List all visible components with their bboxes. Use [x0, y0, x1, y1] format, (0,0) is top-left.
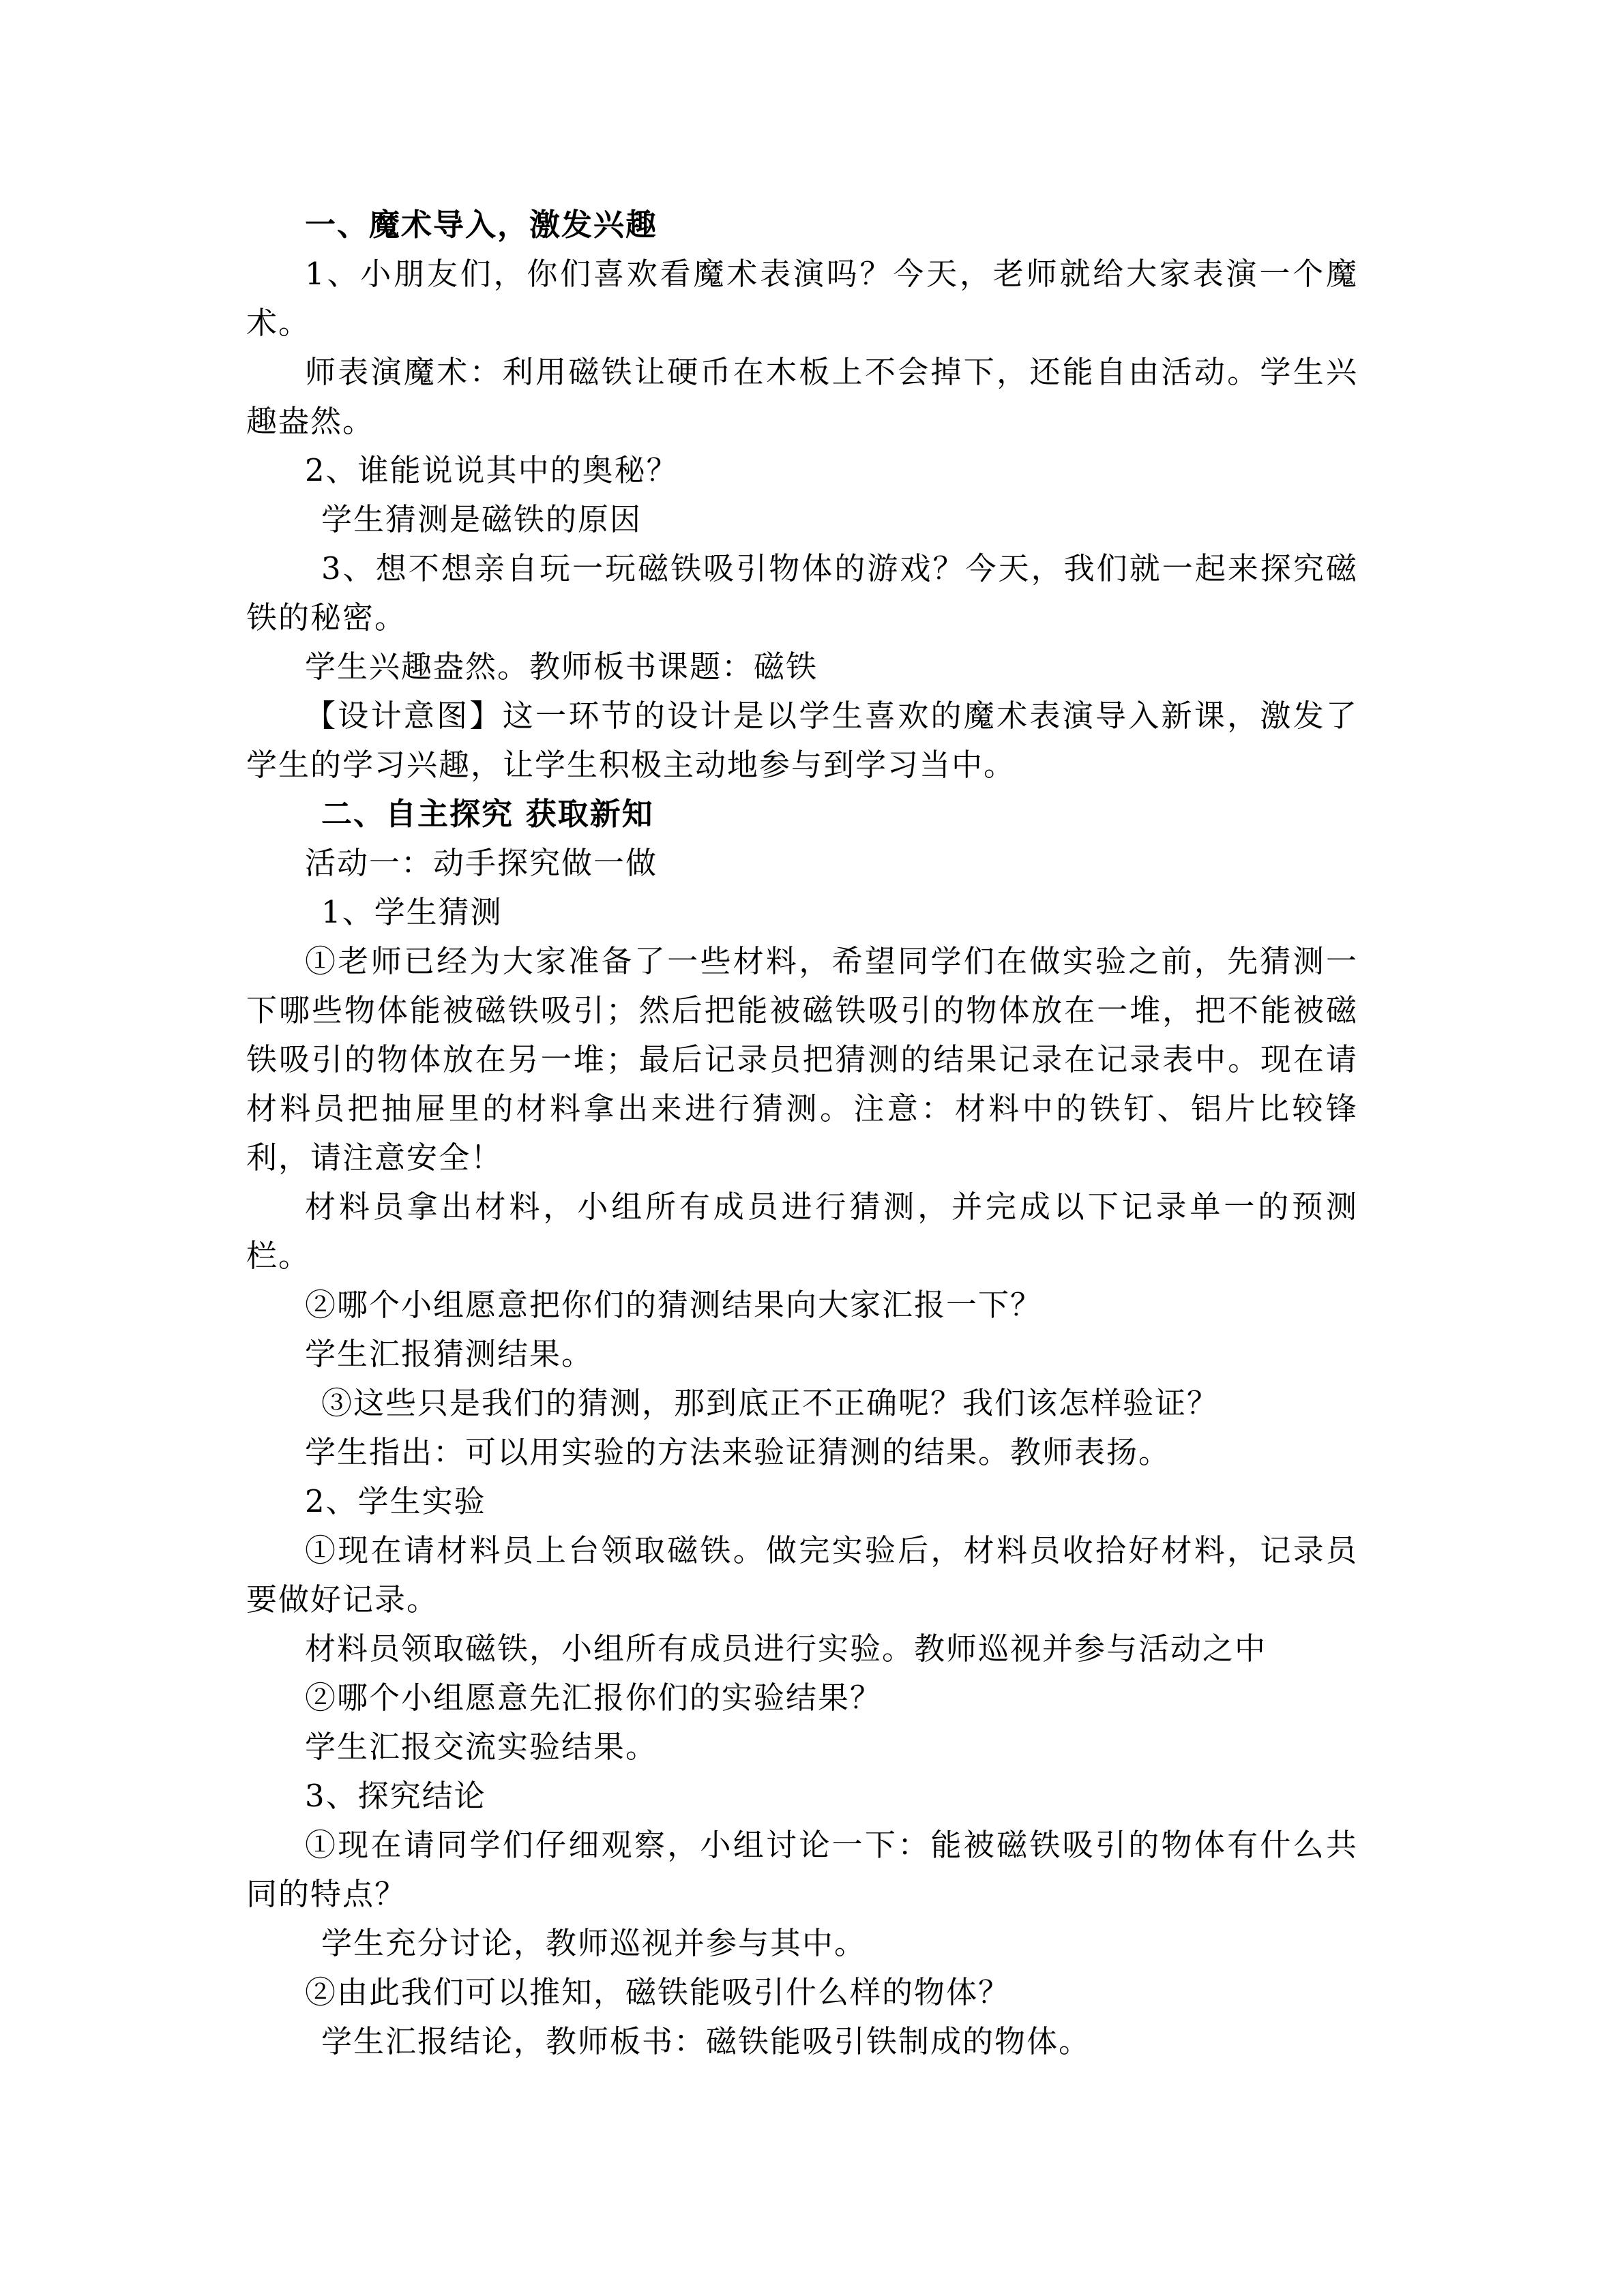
- paragraph: 师表演魔术：利用磁铁让硬币在木板上不会掉下，还能自由活动。学生兴趣盎然。: [246, 354, 1358, 439]
- document-body: [246, 200, 1358, 2066]
- paragraph: 材料员领取磁铁，小组所有成员进行实验。教师巡视并参与活动之中: [305, 1630, 1267, 1667]
- paragraph: 学生兴趣盎然。教师板书课题：磁铁: [305, 648, 818, 685]
- paragraph: ②哪个小组愿意先汇报你们的实验结果？: [305, 1680, 883, 1716]
- activity-title: 活动一：动手探究做一做: [305, 845, 658, 881]
- paragraph: 学生汇报猜测结果。: [305, 1336, 594, 1372]
- subsection-title: 2、学生实验: [305, 1483, 486, 1519]
- paragraph: 1、小朋友们，你们喜欢看魔术表演吗？今天，老师就给大家表演一个魔术。: [246, 256, 1358, 341]
- paragraph: ①老师已经为大家准备了一些材料，希望同学们在做实验之前，先猜测一下哪些物体能被磁铁吸引；然后把能被磁铁吸引的物体放在一堆，把不能被磁铁吸引的物体放在另一堆；最后记录员把猜测的结果记录在记录表中。现在请材料员把抽屉里的材料拿出来进行猜测。注意：材料中的铁钉、铝片比较锋利，请注意安全！: [246, 943, 1358, 1176]
- paragraph: ③这些只是我们的猜测，那到底正不正确呢？我们该怎样验证？: [321, 1385, 1220, 1421]
- section-heading-2: 二、自主探究 获取新知: [321, 796, 654, 832]
- subsection-title: 1、学生猜测: [321, 894, 503, 930]
- section-heading-1: 一、魔术导入，激发兴趣: [305, 207, 658, 243]
- paragraph: 材料员拿出材料，小组所有成员进行猜测，并完成以下记录单一的预测栏。: [246, 1189, 1358, 1274]
- paragraph: 学生猜测是磁铁的原因: [321, 501, 643, 537]
- paragraph: ②哪个小组愿意把你们的猜测结果向大家汇报一下？: [305, 1287, 1043, 1323]
- paragraph: 学生汇报交流实验结果。: [305, 1729, 658, 1765]
- paragraph: ②由此我们可以推知，磁铁能吸引什么样的物体？: [305, 1974, 1011, 2010]
- paragraph: 2、谁能说说其中的奥秘？: [305, 452, 679, 488]
- subsection-title: 3、探究结论: [305, 1778, 486, 1814]
- paragraph: 学生指出：可以用实验的方法来验证猜测的结果。教师表扬。: [305, 1434, 1171, 1470]
- paragraph: 学生汇报结论，教师板书：磁铁能吸引铁制成的物体。: [321, 2023, 1091, 2059]
- paragraph: 学生充分讨论，教师巡视并参与其中。: [321, 1925, 867, 1961]
- design-intent-paragraph: 【设计意图】这一环节的设计是以学生喜欢的魔术表演导入新课，激发了学生的学习兴趣，让学生积极主动地参与到学习当中。: [246, 698, 1358, 783]
- paragraph: ①现在请材料员上台领取磁铁。做完实验后，材料员收拾好材料，记录员要做好记录。: [246, 1532, 1358, 1617]
- paragraph: ①现在请同学们仔细观察，小组讨论一下：能被磁铁吸引的物体有什么共同的特点？: [246, 1827, 1358, 1912]
- paragraph: 3、想不想亲自玩一玩磁铁吸引物体的游戏？今天，我们就一起来探究磁铁的秘密。: [246, 550, 1358, 636]
